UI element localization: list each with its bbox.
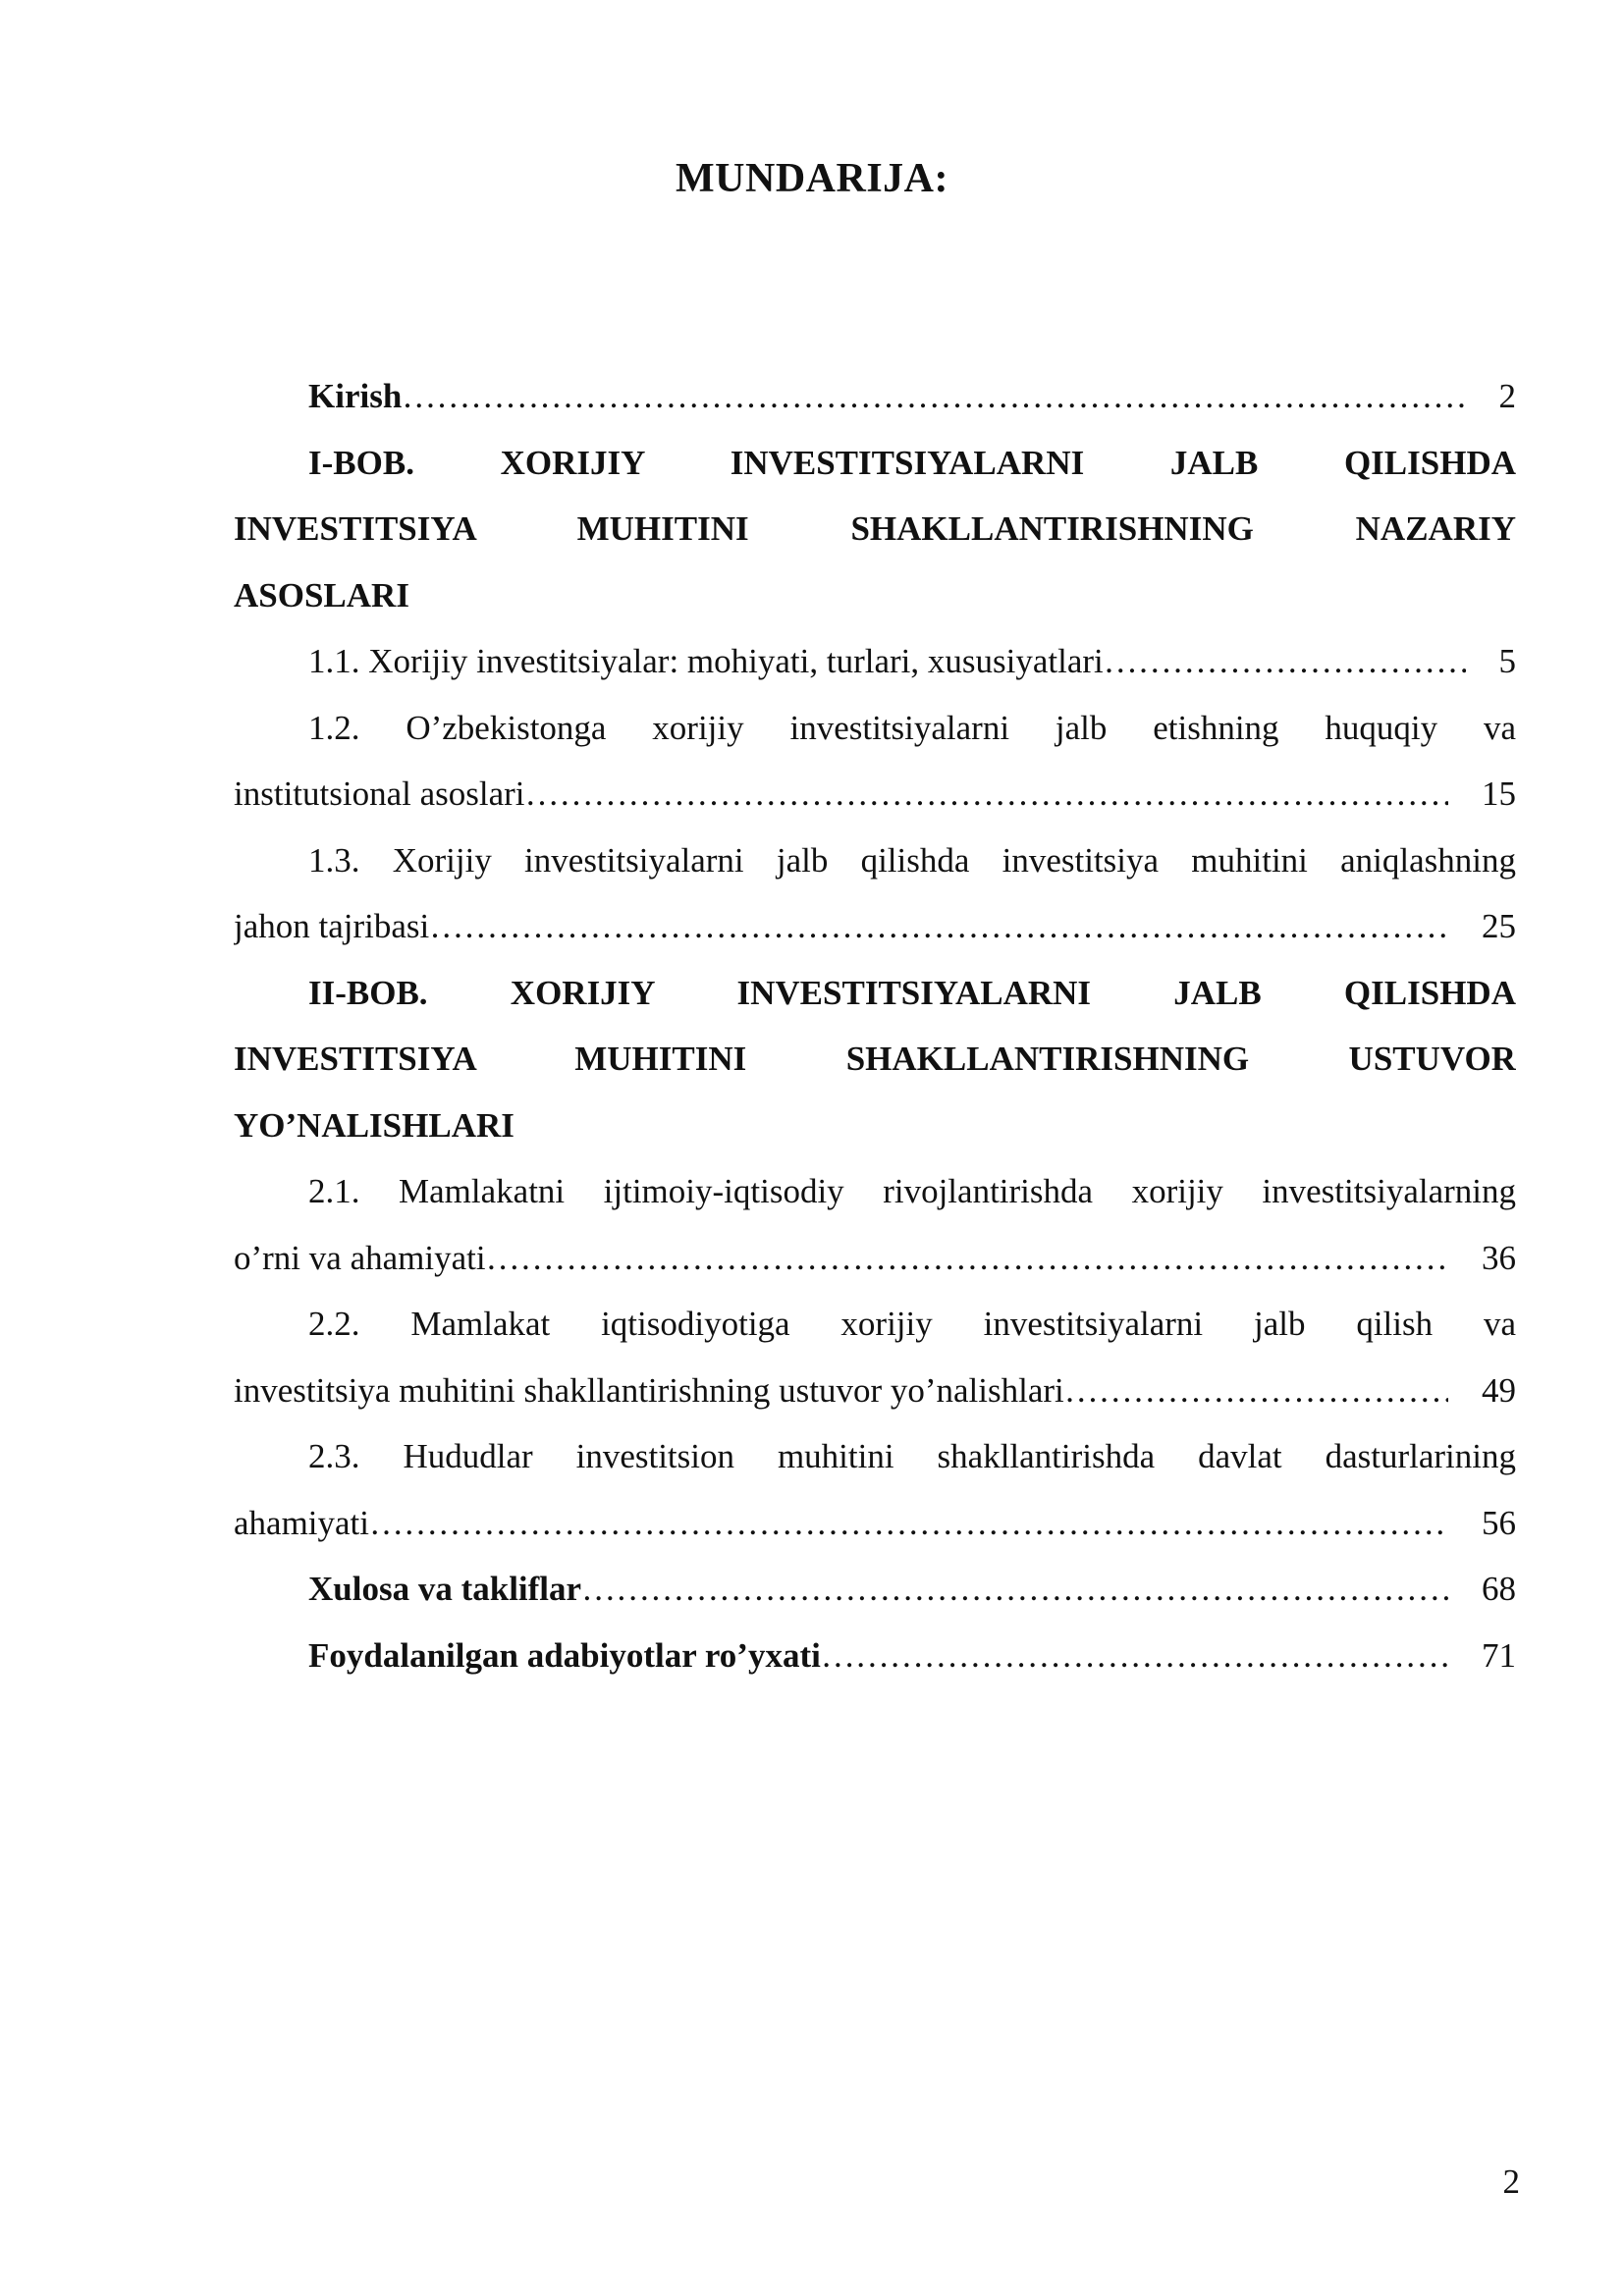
- chapter-2-title-line-3: YO’NALISHLARI: [234, 1105, 514, 1145]
- toc-entry-2-3-line-1: 2.3. Hududlar investitsion muhitini shakllantirishda davlat dasturlarining: [308, 1437, 1516, 1475]
- toc-entry-1-1: [234, 628, 1516, 695]
- toc-page-number: 25: [1482, 907, 1516, 945]
- chapter-2-title-line-1: II-BOB. XORIJIY INVESTITSIYALARNI JALB QILISHDA: [308, 973, 1516, 1012]
- toc-entry-text: Foydalanilgan adabiyotlar ro’yxati: [308, 1635, 821, 1675]
- toc-entry-text: 1.1. Xorijiy investitsiyalar: mohiyati, turlari, xususiyatlari: [308, 642, 1104, 680]
- dot-leader: [525, 761, 1448, 828]
- toc-entry-2-2-line-1: 2.2. Mamlakat iqtisodiyotiga xorijiy investitsiyalarni jalb qilish va: [308, 1305, 1516, 1343]
- page-title: MUNDARIJA:: [676, 156, 948, 201]
- toc-entry-references: [234, 1623, 1516, 1689]
- toc-entry-text: Xulosa va takliflar: [308, 1570, 582, 1608]
- toc-entry-2-3-line-2: [234, 1490, 1516, 1557]
- toc-entry-2-1-line-2: [234, 1225, 1516, 1292]
- toc-entry-1-2-line-1: 1.2. O’zbekistonga xorijiy investitsiyalarni jalb etishning huquqiy va: [308, 708, 1516, 747]
- chapter-2-title-line-2: INVESTITSIYA MUHITINI SHAKLLANTIRISHNING USTUVOR: [234, 1040, 1516, 1078]
- toc-entry-text: jahon tajribasi: [234, 907, 430, 945]
- toc-page-number: 2: [1498, 377, 1516, 415]
- dot-leader: [429, 893, 1448, 960]
- toc-entry-1-3-line-2: [234, 893, 1516, 960]
- chapter-1-title-line-1: I-BOB. XORIJIY INVESTITSIYALARNI JALB QILISHDA: [308, 443, 1516, 482]
- toc-entry-text: ahamiyati: [234, 1503, 370, 1542]
- dot-leader: [1104, 628, 1466, 695]
- dot-leader: [1064, 1358, 1448, 1424]
- chapter-1-title-line-3: ASOSLARI: [234, 575, 409, 614]
- toc-entry-1-2-line-2: [234, 761, 1516, 828]
- dot-leader: [581, 1556, 1448, 1623]
- dot-leader: [402, 363, 1465, 430]
- toc-page-number: 5: [1498, 642, 1516, 680]
- toc-entry-text: Kirish: [308, 377, 403, 415]
- chapter-1-title-line-2: INVESTITSIYA MUHITINI SHAKLLANTIRISHNING NAZARIY: [234, 509, 1516, 548]
- dot-leader: [821, 1623, 1448, 1689]
- toc-entry-2-1-line-1: 2.1. Mamlakatni ijtimoiy-iqtisodiy rivojlantirishda xorijiy investitsiyalarning: [308, 1172, 1516, 1210]
- toc-page-number: 49: [1482, 1370, 1516, 1410]
- toc-page-number: 56: [1482, 1503, 1516, 1542]
- toc-entry-conclusion: [234, 1556, 1516, 1623]
- toc-page-number: 68: [1482, 1570, 1516, 1608]
- toc-entry-1-3-line-1: 1.3. Xorijiy investitsiyalarni jalb qilishda investitsiya muhitini aniqlashning: [308, 840, 1516, 880]
- toc-entry-text: investitsiya muhitini shakllantirishning ustuvor yo’nalishlari: [234, 1370, 1064, 1410]
- toc-page-number: 71: [1482, 1635, 1516, 1675]
- table-of-contents: [234, 363, 1516, 1688]
- toc-page-number: 36: [1482, 1238, 1516, 1277]
- dot-leader: [369, 1490, 1448, 1557]
- toc-page-number: 15: [1482, 774, 1516, 813]
- page-number: 2: [1502, 2163, 1520, 2201]
- toc-entry-text: institutsional asoslari: [234, 774, 525, 813]
- toc-entry-2-2-line-2: [234, 1358, 1516, 1424]
- toc-entry-text: o’rni va ahamiyati: [234, 1238, 486, 1277]
- toc-entry-intro: [234, 363, 1516, 430]
- dot-leader: [486, 1225, 1448, 1292]
